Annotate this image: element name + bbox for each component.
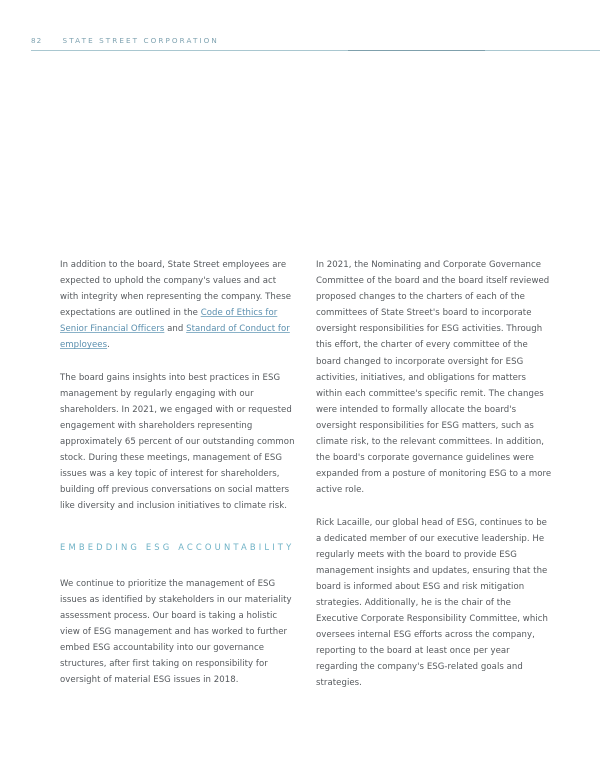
paragraph-esg-accountability: We continue to prioritize the management of ESG issues as identified by stakeholders in our materiality assessment process. Our board is taking a holistic view of ESG management and has worked to further embed ESG accountability into our governance structures, after first taking on responsibility for oversight of material ESG issues in 2018. xyxy=(60,578,292,686)
paragraph-text: In addition to the board, State Street employees are expected to uphold the company's values and act with integrity when representing the company. These expectations are outlined in the xyxy=(60,260,292,319)
company-name: STATE STREET CORPORATION xyxy=(62,36,219,45)
paragraph-committee-charters: In 2021, the Nominating and Corporate Governance Committee of the board and the board itself reviewed proposed changes to the charters of each of the committees of State Street's board to incorporate oversight responsibilities for ESG activities. Through this effort, the charter of every committee of the board changed to incorporate oversight for ESG activities, initiatives, and obligations for matters within each committee's specific remit. The changes were intended to formally allocate the board's oversight responsibilities for ESG matters, such as climate risk, to the relevant committees. In addition, the board's corporate governance guidelines were expanded from a posture of monitoring ESG to a more active role. xyxy=(316,260,552,496)
standard-of-conduct-link[interactable]: Standard of Conduct for employees xyxy=(60,324,290,351)
running-header xyxy=(31,36,219,45)
paragraph-text: . xyxy=(107,340,110,351)
paragraph-shareholder-engagement: The board gains insights into best practices in ESG management by regularly engaging with our shareholders. In 2021, we engaged with or requested engagement with shareholders representing approximately 65 percent of our outstanding common stock. During these meetings, management of ESG issues was a key topic of interest for shareholders, building off previous conversations on social matters like diversity and inclusion initiatives to climate risk. xyxy=(60,372,295,512)
page-number: 82 xyxy=(31,36,43,45)
code-of-ethics-link[interactable]: Code of Ethics for Senior Financial Officers xyxy=(60,308,278,335)
paragraph-head-of-esg: Rick Lacaille, our global head of ESG, continues to be a dedicated member of our executive leadership. He regularly meets with the board to provide ESG management insights and updates, ensuring that the board is informed about ESG and risk mitigation strategies. Additionally, he is the chair of the Executive Corporate Responsibility Committee, which oversees internal ESG efforts across the company, reporting to the board at least once per year regarding the company's ESG-related goals and strategies. xyxy=(316,517,548,689)
section-heading: EMBEDDING ESG ACCOUNTABILITY xyxy=(60,541,295,552)
header-rule-accent xyxy=(348,50,485,52)
paragraph-employee-conduct xyxy=(60,257,296,354)
left-column xyxy=(60,257,296,704)
paragraph-text: and xyxy=(164,324,187,335)
header-rule xyxy=(31,50,600,51)
right-column xyxy=(316,257,554,708)
